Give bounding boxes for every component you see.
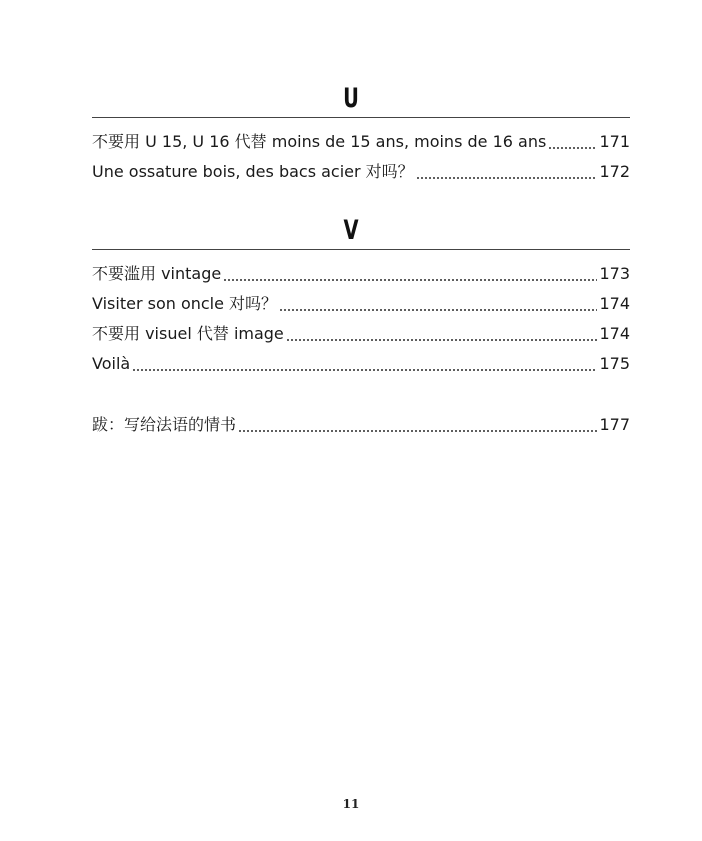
toc-entry-title: 跋：写给法语的情书 bbox=[92, 415, 237, 434]
toc-entry-title: Visiter son oncle 对吗？ bbox=[92, 294, 278, 313]
dot-leader bbox=[279, 292, 597, 316]
toc-entry[interactable] bbox=[92, 130, 630, 154]
toc-entry-page: 172 bbox=[599, 162, 630, 181]
section-heading-v: V bbox=[343, 215, 359, 246]
toc-entry-page: 174 bbox=[599, 294, 630, 313]
toc-entry[interactable] bbox=[92, 322, 630, 346]
toc-entry-title: Voilà bbox=[92, 354, 131, 373]
toc-entry-title: Une ossature bois, des bacs acier 对吗？ bbox=[92, 162, 414, 181]
toc-entry[interactable] bbox=[92, 262, 630, 286]
toc-entry[interactable] bbox=[92, 160, 630, 184]
toc-entry-page: 171 bbox=[599, 132, 630, 151]
dot-leader bbox=[286, 322, 598, 346]
toc-entry-page: 174 bbox=[599, 324, 630, 343]
toc-entry-page: 175 bbox=[599, 354, 630, 373]
dot-leader bbox=[548, 130, 597, 154]
dot-leader bbox=[132, 352, 597, 376]
toc-entry-postscript[interactable] bbox=[92, 413, 630, 437]
section-divider bbox=[92, 117, 630, 118]
toc-entry-title: 不要用 U 15, U 16 代替 moins de 15 ans, moins de 16 ans bbox=[92, 132, 547, 151]
section-divider bbox=[92, 249, 630, 250]
toc-entry-page: 173 bbox=[599, 264, 630, 283]
toc-entry-title: 不要用 visuel 代替 image bbox=[92, 324, 284, 343]
dot-leader bbox=[416, 160, 598, 184]
dot-leader bbox=[223, 262, 597, 286]
section-heading-u: U bbox=[343, 83, 359, 114]
toc-entry[interactable] bbox=[92, 352, 630, 376]
page-number: 11 bbox=[342, 797, 360, 811]
toc-entry[interactable] bbox=[92, 292, 630, 316]
toc-entry-page: 177 bbox=[599, 415, 630, 434]
toc-entry-title: 不要滥用 vintage bbox=[92, 264, 222, 283]
dot-leader bbox=[238, 413, 597, 437]
